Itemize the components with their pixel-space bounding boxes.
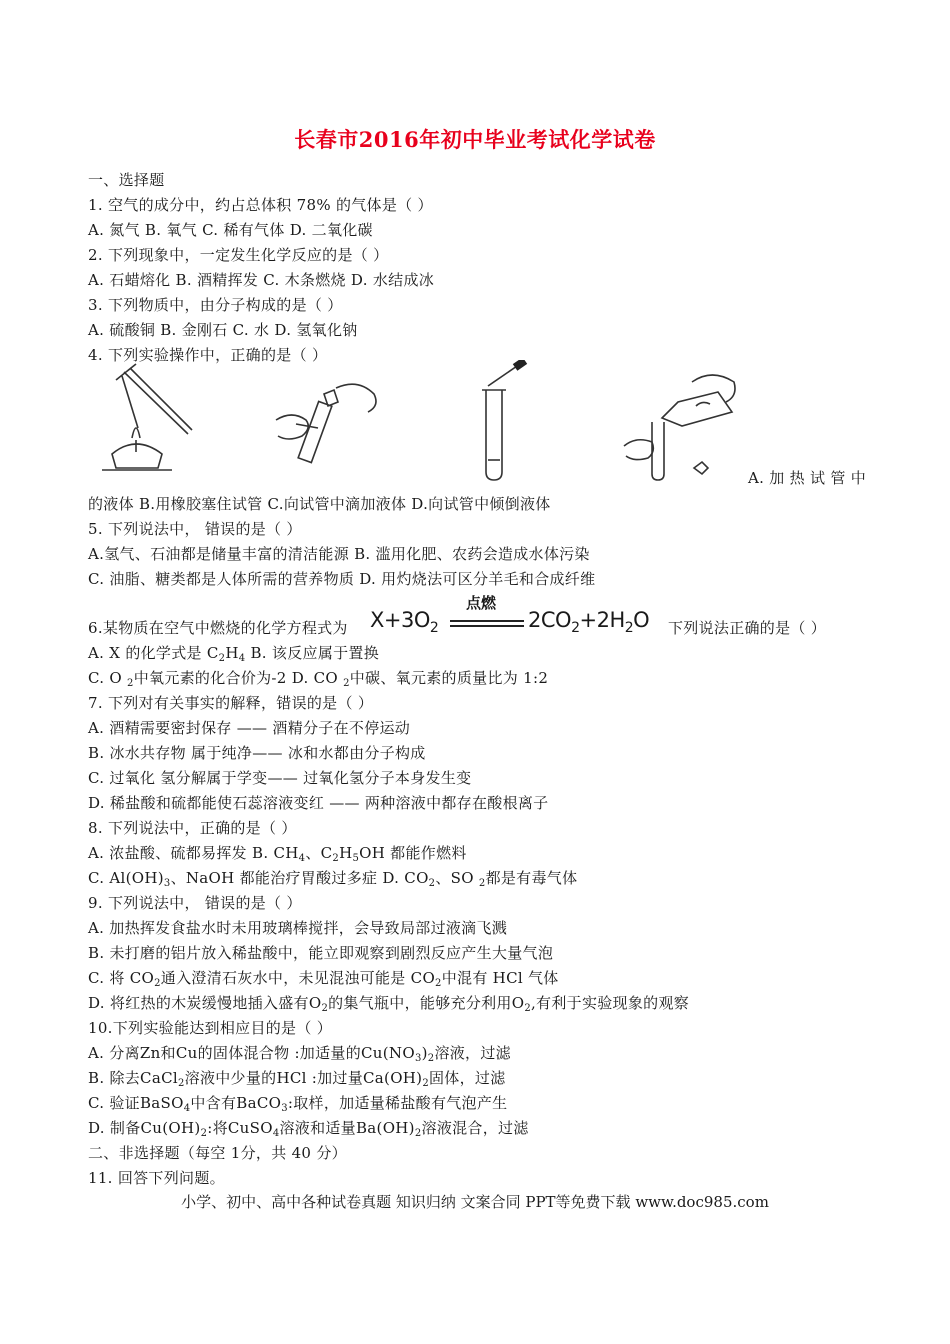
combustion-equation: $X+3O_2$ 点燃 $2CO_2+2H_2O$ (370, 594, 650, 636)
question-5-options-ab: A.氢气、石油都是储量丰富的清洁能源 B. 滥用化肥、农药会造成水体污染 (88, 545, 590, 563)
question-4-options: 的液体 B.用橡胶塞住试管 C.向试管中滴加液体 D.向试管中倾倒液体 (88, 495, 551, 513)
question-6-options-ab: A. X 的化学式是 $C_2H_4$ B. 该反应属于置换 (88, 644, 380, 664)
question-2: 2. 下列现象中，一定发生化学反应的是（ ） (88, 246, 389, 264)
question-7-option-d: D. 稀盐酸和硫都能使石蕊溶液变红 —— 两种溶液中都存在酸根离子 (88, 794, 549, 812)
question-9-option-d: D. 将红热的木炭缓慢地插入盛有$O_2$的集气瓶中，能够充分利用$O_2$,有利于实验现象的观察 (88, 994, 690, 1014)
question-11: 11. 回答下列问题。 (88, 1169, 225, 1187)
question-9: 9. 下列说法中， 错误的是（ ） (88, 894, 302, 912)
question-10-option-c: C. 验证BaSO$_4$中含有BaCO$_3$:取样，加适量稀盐酸有气泡产生 (88, 1094, 508, 1114)
question-1-options: A. 氮气 B. 氧气 C. 稀有气体 D. 二氧化碳 (88, 221, 373, 239)
figure-a-heating-tube (92, 358, 202, 476)
question-9-option-a: A. 加热挥发食盐水时未用玻璃棒搅拌，会导致局部过液滴飞溅 (88, 919, 508, 937)
question-8: 8. 下列说法中，正确的是（ ） (88, 819, 297, 837)
question-3: 3. 下列物质中，由分子构成的是（ ） (88, 296, 343, 314)
question-6-suffix: 下列说法正确的是（ ） (668, 619, 827, 637)
question-10-option-b: B. 除去CaCl$_2$溶液中少量的HCl :加过量$Ca(OH)_2$固体，过滤 (88, 1069, 506, 1089)
question-10-option-a: A. 分离Zn和Cu的固体混合物 :加适量的$Cu(NO_3)_2$溶液，过滤 (88, 1044, 511, 1064)
question-3-options: A. 硫酸铜 B. 金刚石 C. 水 D. 氢氧化钠 (88, 321, 358, 339)
question-8-options-cd: C. $Al(OH)_3$、NaOH 都能治疗胃酸过多症 D. $CO_2$、SO $_2$都是有毒气体 (88, 869, 578, 889)
question-1: 1. 空气的成分中，约占总体积 78% 的气体是（ ） (88, 196, 433, 214)
question-7: 7. 下列对有关事实的解释，错误的是（ ） (88, 694, 374, 712)
question-4: 4. 下列实验操作中，正确的是（ ） (88, 346, 328, 364)
question-7-option-c: C. 过氧化 氢分解属于学变—— 过氧化氢分子本身发生变 (88, 769, 472, 787)
figure-c-dropper (474, 360, 534, 484)
question-5: 5. 下列说法中， 错误的是（ ） (88, 520, 302, 538)
question-2-options: A. 石蜡熔化 B. 酒精挥发 C. 木条燃烧 D. 水结成冰 (88, 271, 435, 289)
question-7-option-a: A. 酒精需要密封保存 —— 酒精分子在不停运动 (88, 719, 411, 737)
question-10: 10.下列实验能达到相应目的是（ ） (88, 1019, 333, 1037)
page-footer: 小学、初中、高中各种试卷真题 知识归纳 文案合同 PPT等免费下载 www.doc985.com (181, 1193, 769, 1211)
question-5-options-cd: C. 油脂、糖类都是人体所需的营养物质 D. 用灼烧法可区分羊毛和合成纤维 (88, 570, 596, 588)
question-7-option-b: B. 冰水共存物 属于纯净—— 冰和水都由分子构成 (88, 744, 426, 762)
question-6-options-cd: C. O $_2$中氧元素的化合价为-2 D. CO $_2$中碳、氧元素的质量比为 1:2 (88, 669, 549, 689)
question-6-prefix: 6.某物质在空气中燃烧的化学方程式为 (88, 619, 348, 637)
equation-condition: 点燃 (466, 594, 497, 612)
question-9-option-b: B. 未打磨的铝片放入稀盐酸中，能立即观察到剧烈反应产生大量气泡 (88, 944, 554, 962)
figure-b-stopper (272, 380, 382, 470)
section-nonchoice-heading: 二、非选择题（每空 1分，共 40 分） (88, 1144, 347, 1162)
section-choice-heading: 一、选择题 (88, 171, 165, 189)
question-10-option-d: D. 制备$Cu(OH)_2$:将CuSO$_4$溶液和适量$Ba(OH)_2$溶液混合，过滤 (88, 1119, 529, 1139)
figure-d-pouring (622, 362, 740, 482)
page-title: 长春市2016年初中毕业考试化学试卷 (294, 127, 656, 152)
question-4-option-a-start: A. 加 热 试 管 中 (748, 469, 867, 487)
question-9-option-c: C. 将 $CO_2$通入澄清石灰水中，未见混浊可能是 $CO_2$中混有 HCl 气体 (88, 969, 559, 989)
question-8-options-ab: A. 浓盐酸、硫都易挥发 B. $CH_4$、$C_2H_5OH$ 都能作燃料 (88, 844, 467, 864)
